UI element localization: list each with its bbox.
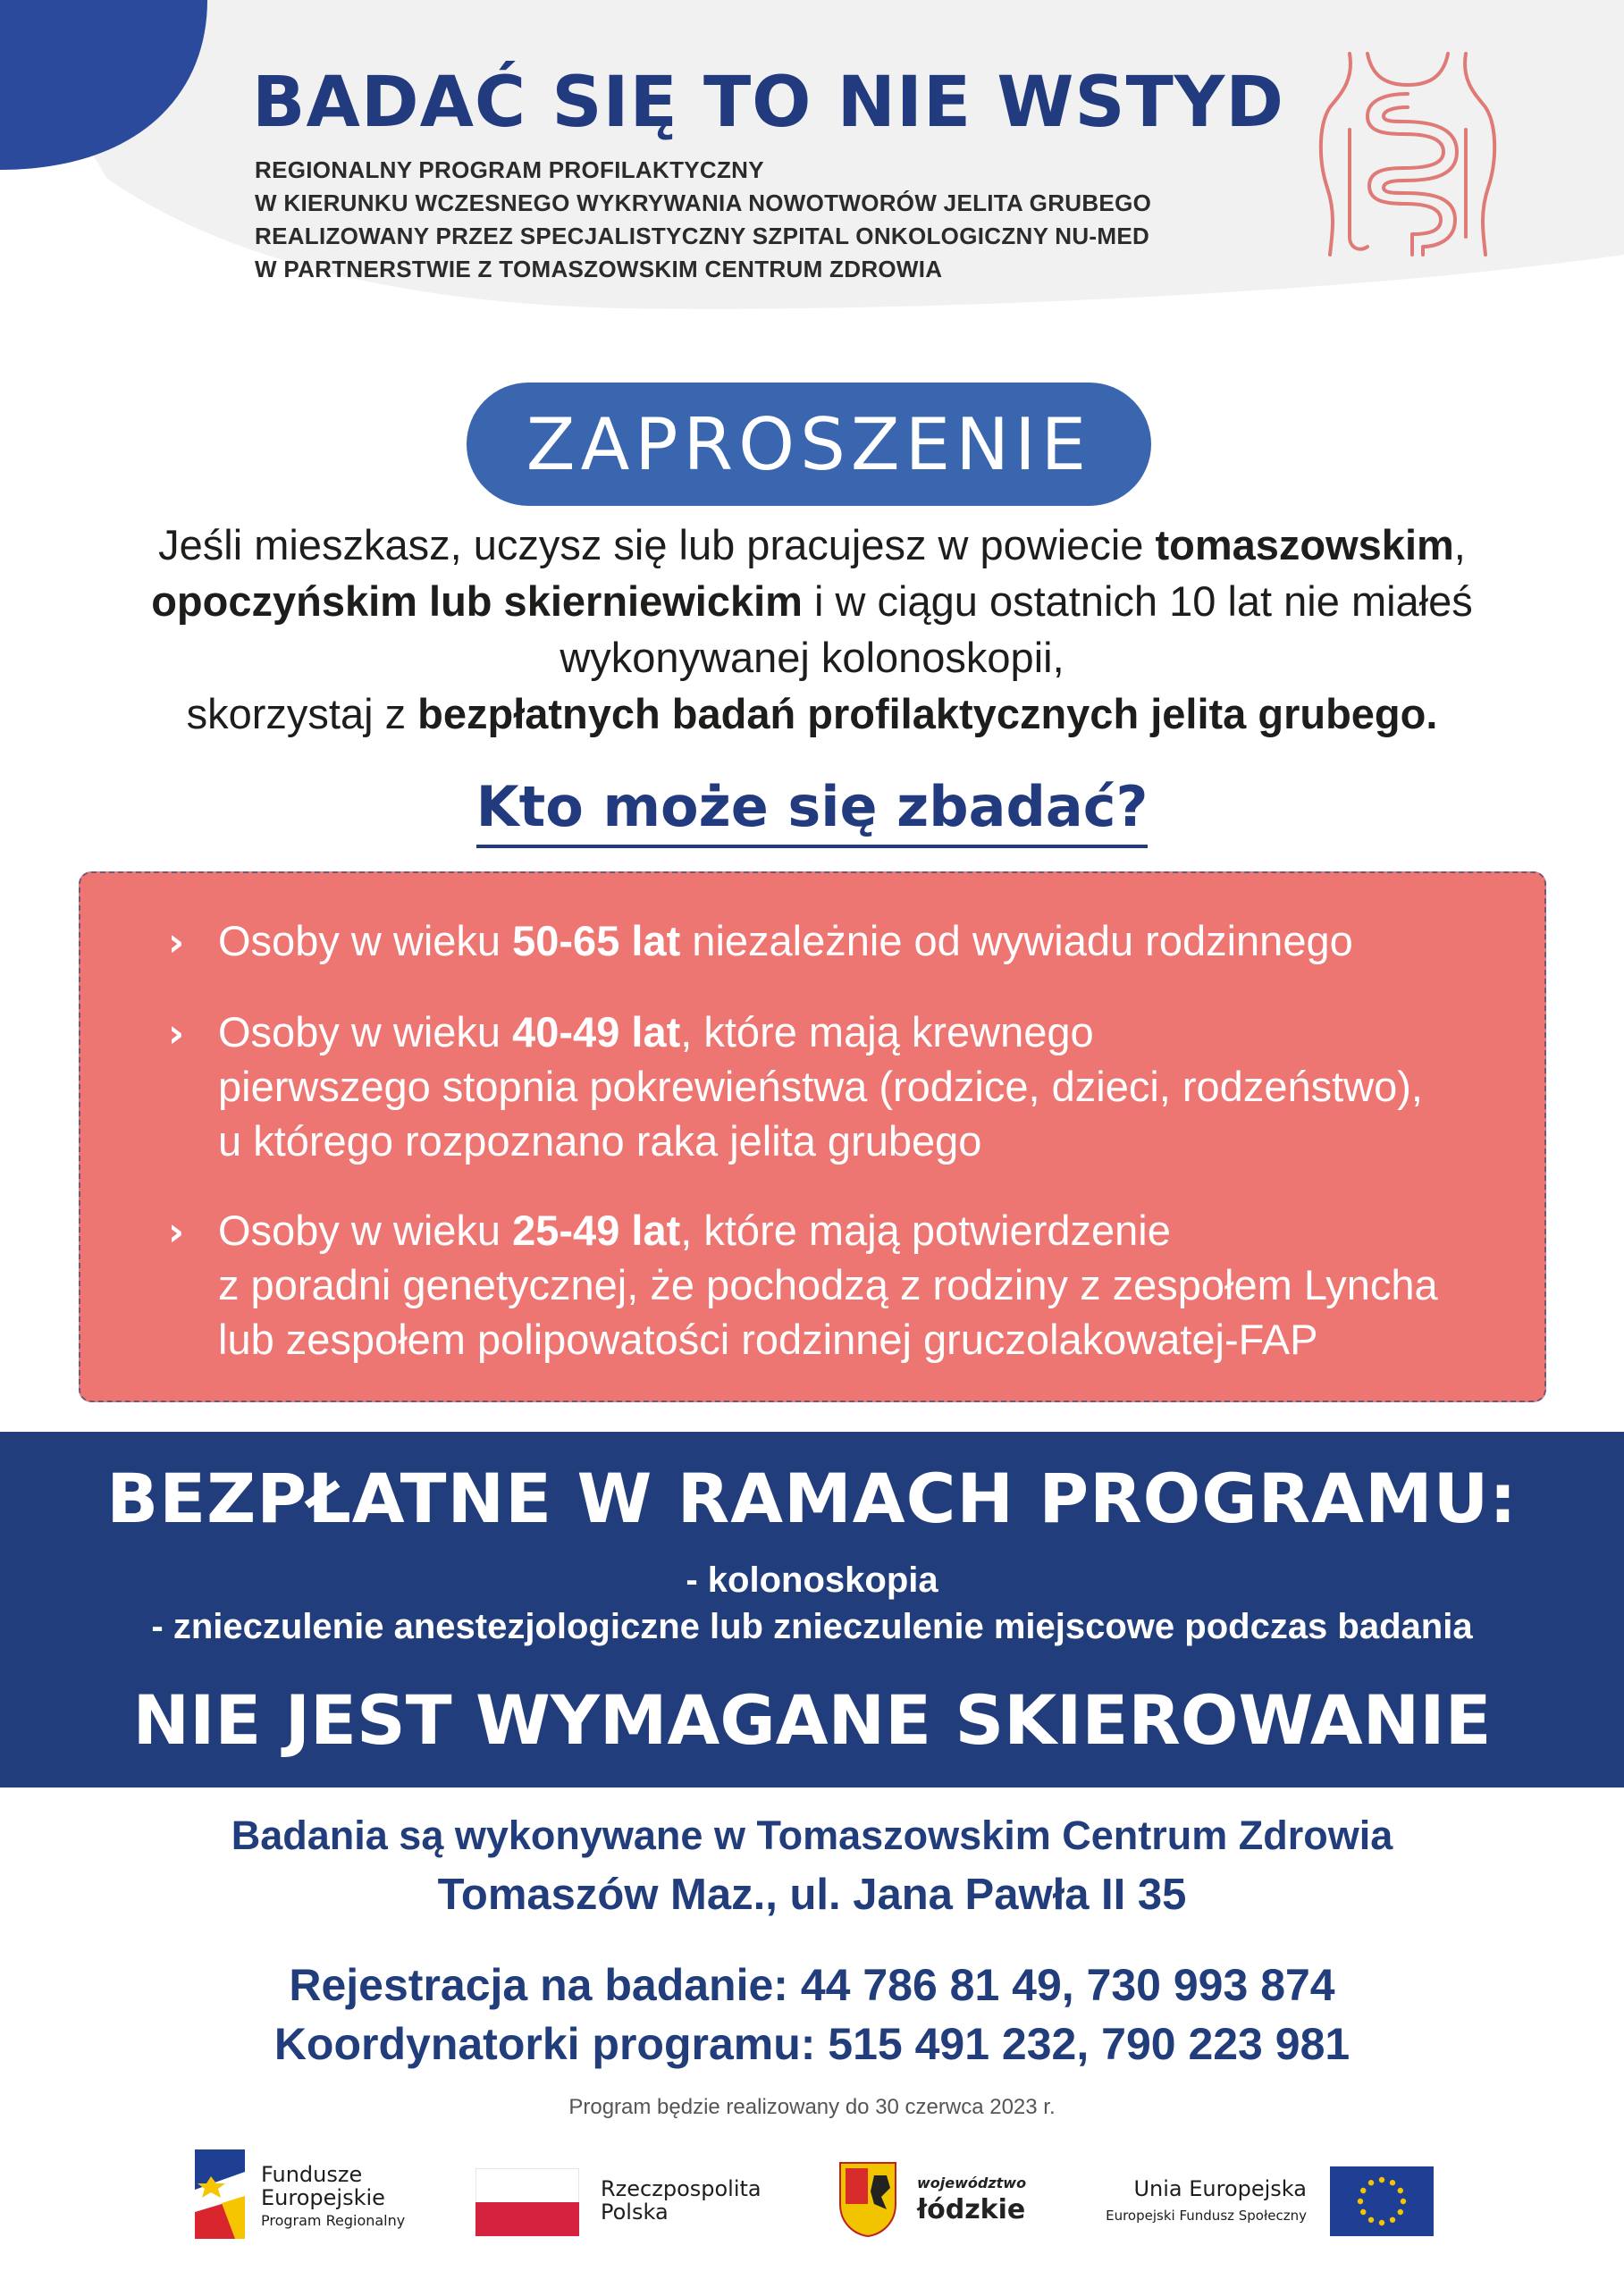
lodzkie-coat-of-arms <box>838 2161 897 2238</box>
subtitle-line: W KIERUNKU WCZESNEGO WYKRYWANIA NOWOTWORÓW JELITA GRUBEGO <box>255 189 1152 216</box>
rzeczpospolita-text: Rzeczpospolita Polska <box>601 2176 762 2225</box>
eu-star <box>1390 2180 1395 2185</box>
registration-phone: Rejestracja na badanie: 44 786 81 49, 730 993 874 <box>289 1960 1335 2010</box>
fundusze-europejskie-text: Fundusze Europejskie Program Regionalny <box>261 2162 406 2229</box>
eu-star <box>1401 2199 1406 2204</box>
subtitle-line: REGIONALNY PROGRAM PROFILAKTYCZNY <box>255 156 764 183</box>
intro-text: Jeśli mieszkasz, uczysz się lub pracujesz w powiecie tomaszowskim, opoczyńskim lub skierniewickim i w ciągu ostatnich 10 lat nie miałeś wykonywanej kolonoskopii, skorzystaj z bezpłatnych badań profilaktycznych jelita grubego. <box>151 521 1473 737</box>
service-item: - kolonoskopia <box>686 1560 938 1600</box>
eu-flag <box>1330 2166 1434 2236</box>
page-title: BADAĆ SIĘ TO NIE WSTYD <box>252 63 1285 143</box>
eu-star <box>1360 2188 1366 2193</box>
chevron-right-icon: › <box>168 1011 185 1056</box>
intestine-icon <box>1314 45 1502 259</box>
polish-flag <box>475 2168 579 2236</box>
service-item: - znieczulenie anestezjologiczne lub znieczulenie miejscowe podczas badania <box>151 1607 1473 1646</box>
coordinator-phone: Koordynatorki programu: 515 491 232, 790 223 981 <box>273 2019 1351 2069</box>
eu-star <box>1390 2217 1395 2223</box>
eu-star <box>1368 2180 1374 2185</box>
program-end-date: Program będzie realizowany do 30 czerwca 2023 r. <box>568 2095 1056 2119</box>
free-services-title: BEZPŁATNE W RAMACH PROGRAMU: <box>106 1459 1518 1538</box>
eu-star <box>1368 2217 1374 2223</box>
eu-star <box>1379 2220 1384 2225</box>
subtitle-line: W PARTNERSTWIE Z TOMASZOWSKIM CENTRUM ZDROWIA <box>255 256 943 282</box>
eu-star <box>1398 2188 1403 2193</box>
eu-star <box>1379 2177 1384 2183</box>
who-heading: Kto może się zbadać? <box>0 774 1624 848</box>
chevron-right-icon: › <box>168 1209 185 1255</box>
program-description <box>255 154 1151 286</box>
eu-star <box>1358 2199 1363 2204</box>
eu-text: Unia Europejska Europejski Fundusz Społeczny <box>1106 2176 1307 2224</box>
invitation-badge: ZAPROSZENIE <box>467 383 1151 506</box>
eu-star <box>1360 2209 1366 2215</box>
chevron-right-icon: › <box>168 920 185 965</box>
fundusze-europejskie-logo <box>195 2145 245 2243</box>
no-referral-notice: NIE JEST WYMAGANE SKIEROWANIE <box>132 1680 1492 1760</box>
address-line: Tomaszów Maz., ul. Jana Pawła II 35 <box>437 1871 1187 1919</box>
location-line: Badania są wykonywane w Tomaszowskim Centrum Zdrowia <box>231 1813 1393 1858</box>
eu-star <box>1398 2209 1403 2215</box>
free-services-band <box>0 1432 1624 1788</box>
lodzkie-text: województwo łódzkie <box>917 2174 1027 2225</box>
subtitle-line: REALIZOWANY PRZEZ SPECJALISTYCZNY SZPITAL ONKOLOGICZNY NU-MED <box>255 223 1150 249</box>
